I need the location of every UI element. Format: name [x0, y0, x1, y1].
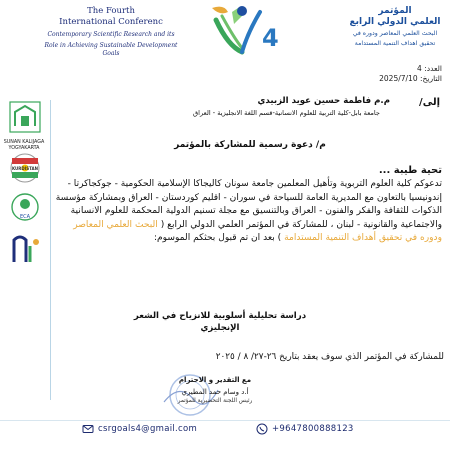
whatsapp-icon: [256, 423, 268, 435]
tasneem-journal-logo-icon: [6, 232, 44, 268]
body-part-2: ) بعد ان تم قبول بحثكم الموسوم:: [153, 233, 285, 244]
body-part-1: تدعوكم كلية العلوم التربوية وتأهيل المعلمين جامعة سونان كاليجاكا الإسلامية الحكومية - جوكجاكرتا - إندونيسيا بالتعاون مع المديرية العامة للسياحة في سوران - اقليم كوردستان - العراق وبمشاركة مؤسسة الذكوات للثقافة والفكر والفنون - العراق وبالتنسيق مع مجلة تسنيم الدولية المحكمة للعلوم الانسانية والاجتماعية والقانونية - لبنان ، للمشاركة في المؤتمر العلمي الدولي الرابع (: [55, 179, 442, 230]
ar-title-line2: العلمي الدولي الرابع: [349, 17, 441, 27]
document-number: العدد: 4: [417, 64, 442, 73]
logo-number: 4: [262, 24, 279, 52]
footer-email[interactable]: csrgoals4@gmail.com: [98, 424, 198, 434]
conference-date-line: للمشاركة في المؤتمر الذي سوف يعقد بتاريخ ٢٦-٢٧/ ٨ / ٢٠٢٥: [215, 352, 444, 362]
en-title-line1: The Fourth: [87, 6, 135, 16]
conference-name-highlight: البحث العلمي المعاصر ودوره في تحقيق أهداف التنمية المستدامة: [73, 219, 442, 244]
document-date: التاريخ: 2025/7/10: [379, 74, 442, 83]
paper-title-line2: الإنجليزي: [200, 323, 240, 333]
eca-logo-text: ECA: [19, 214, 31, 220]
sunan-kalijaga-caption-2: YOGYAKARTA: [8, 146, 40, 151]
recipient-name: م.م فاطمة حسين عويد الزبيدي: [257, 96, 390, 106]
en-subtitle-line1: Contemporary Scientific Research and its: [47, 31, 175, 38]
kurdistan-logo-icon: [6, 152, 44, 184]
signatory-title: رئيس اللجنة التحضيرية للمؤتمر: [177, 398, 253, 404]
letter-body: [52, 178, 442, 246]
en-subtitle-line2: Role in Achieving Sustainable Development Goals: [44, 42, 178, 57]
paper-title-line1: دراسة تحليلية أسلوبية للانزياح في الشعر: [133, 311, 307, 321]
conference-logo-icon: [198, 2, 284, 60]
email-icon: [82, 423, 94, 435]
ar-subtitle-line1: البحث العلمي المعاصر ودوره في: [352, 30, 438, 37]
letter-subject: م/ دعوة رسمية للمشاركة بالمؤتمر: [174, 140, 326, 150]
sidebar-divider: [50, 100, 51, 400]
regards: مع التقدير و الاحترام: [178, 376, 252, 384]
ar-title-line1: المؤتمر: [378, 6, 412, 16]
greeting: تحية طيبة ...: [378, 165, 442, 176]
en-title-line2: International Conferenc: [59, 17, 163, 27]
header-arabic: [345, 6, 445, 48]
ar-subtitle-line2: تحقيق اهداف التنمية المستدامة: [354, 40, 436, 47]
sunan-kalijaga-logo-icon: [6, 100, 44, 138]
eca-logo-icon: [6, 192, 44, 224]
sunan-kalijaga-caption-1: SUNAN KALIJAGA: [3, 140, 45, 145]
signatory-name: أ.د وسام حمد المطيري: [181, 388, 249, 396]
kurdistan-logo-text: KURDISTAN: [12, 166, 38, 171]
to-label: إلى/: [419, 97, 440, 108]
header-english: [36, 6, 186, 58]
footer-phone[interactable]: +9647800888123: [272, 424, 354, 434]
recipient-affiliation: جامعة بابل-كلية التربية للعلوم الانسانية-قسم اللغة الانجليزية - العراق: [193, 109, 380, 117]
footer-divider: [0, 420, 450, 421]
